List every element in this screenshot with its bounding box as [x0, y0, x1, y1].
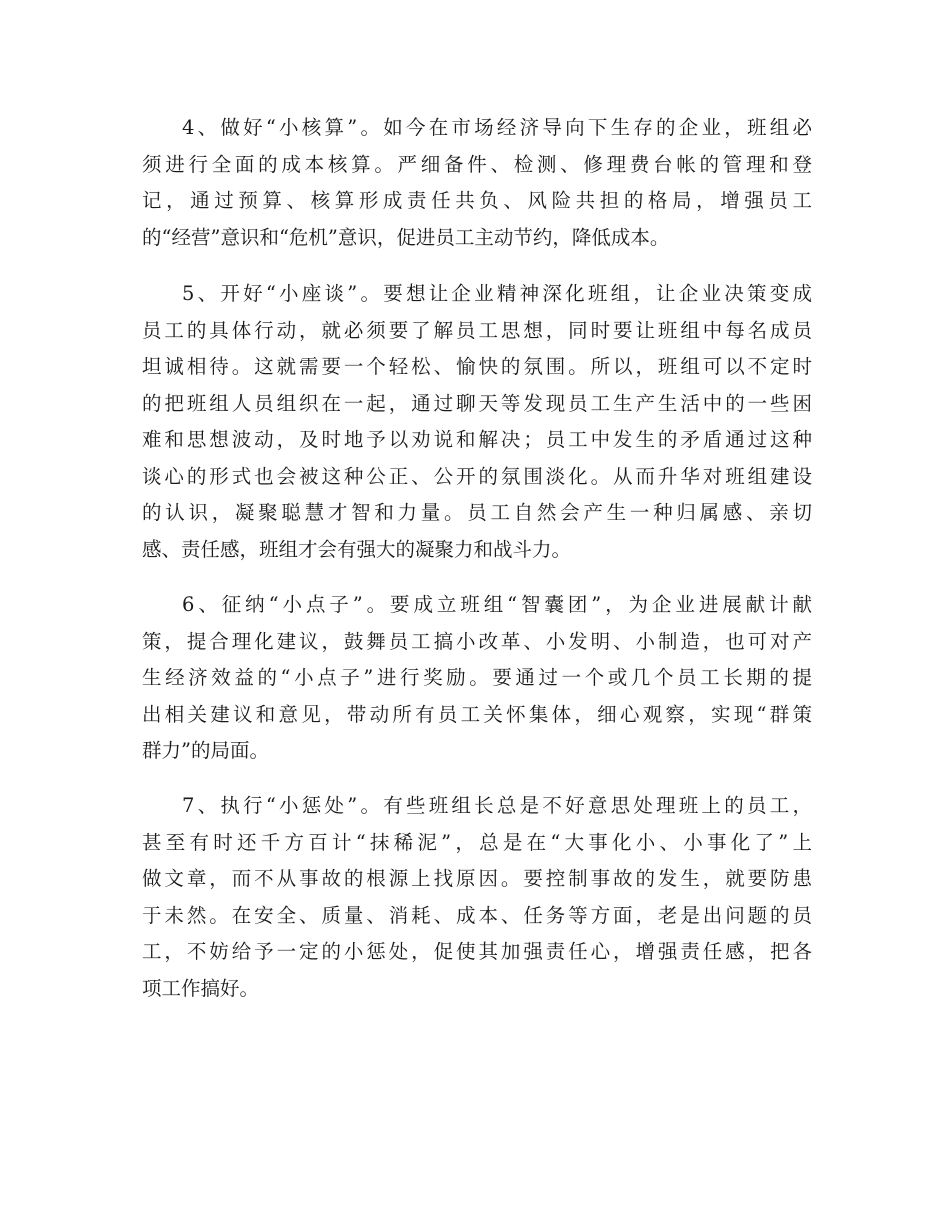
paragraph-line: 生经济效益的“小点子”进行奖励。要通过一个或几个员工长期的提: [142, 666, 812, 689]
paragraph-5: [142, 276, 812, 568]
paragraph-line: 工，不妨给予一定的小惩处，促使其加强责任心，增强责任感，把各: [142, 940, 812, 963]
paragraph-line: 坦诚相待。这就需要一个轻松、愉快的氛围。所以，班组可以不定时: [142, 355, 812, 378]
paragraph-7: [142, 788, 812, 1007]
paragraph-line: 的认识，凝聚聪慧才智和力量。员工自然会产生一种归属感、亲切: [142, 501, 812, 524]
paragraph-line: 4、做好“小核算”。如今在市场经济导向下生存的企业，班组必: [182, 116, 812, 139]
paragraph-line: 项工作搞好。: [142, 976, 260, 1000]
paragraph-line: 甚至有时还千方百计“抹稀泥”，总是在“大事化小、小事化了”上: [142, 830, 812, 854]
paragraph-line: 谈心的形式也会被这种公正、公开的氛围淡化。从而升华对班组建设: [142, 464, 812, 488]
paragraph-line: 于未然。在安全、质量、消耗、成本、任务等方面，老是出问题的员: [142, 903, 812, 927]
paragraph-line: 6、征纳“小点子”。要成立班组“智囊团”，为企业进展献计献: [182, 593, 812, 616]
paragraph-line: 须进行全面的成本核算。严细备件、检测、修理费台帐的管理和登: [142, 152, 812, 176]
paragraph-line: 记，通过预算、核算形成责任共负、风险共担的格局，增强员工: [142, 189, 812, 212]
paragraph-line: 做文章，而不从事故的根源上找原因。要控制事故的发生，就要防患: [142, 867, 812, 890]
paragraph-line: 5、开好“小座谈”。要想让企业精神深化班组，让企业决策变成: [182, 282, 812, 305]
paragraph-line: 7、执行“小惩处”。有些班组长总是不好意思处理班上的员工，: [182, 794, 812, 817]
paragraph-line: 的把班组人员组织在一起，通过聊天等发现员工生产生活中的一些困: [142, 391, 812, 415]
paragraph-line: 员工的具体行动，就必须要了解员工思想，同时要让班组中每名成员: [142, 318, 812, 342]
paragraph-6: [142, 587, 812, 770]
paragraph-line: 群力”的局面。: [142, 739, 269, 762]
paragraph-line: 的“经营”意识和“危机”意识，促进员工主动节约，降低成本。: [142, 225, 670, 249]
paragraph-4: [142, 110, 812, 256]
paragraph-line: 出相关建议和意见，带动所有员工关怀集体，细心观察，实现“群策: [142, 702, 812, 726]
paragraph-line: 策，提合理化建议，鼓舞员工搞小改革、小发明、小制造，也可对产: [142, 629, 812, 653]
paragraph-line: 难和思想波动，及时地予以劝说和解决；员工中发生的矛盾通过这种: [142, 428, 812, 451]
paragraph-line: 感、责任感，班组才会有强大的凝聚力和战斗力。: [142, 537, 572, 561]
